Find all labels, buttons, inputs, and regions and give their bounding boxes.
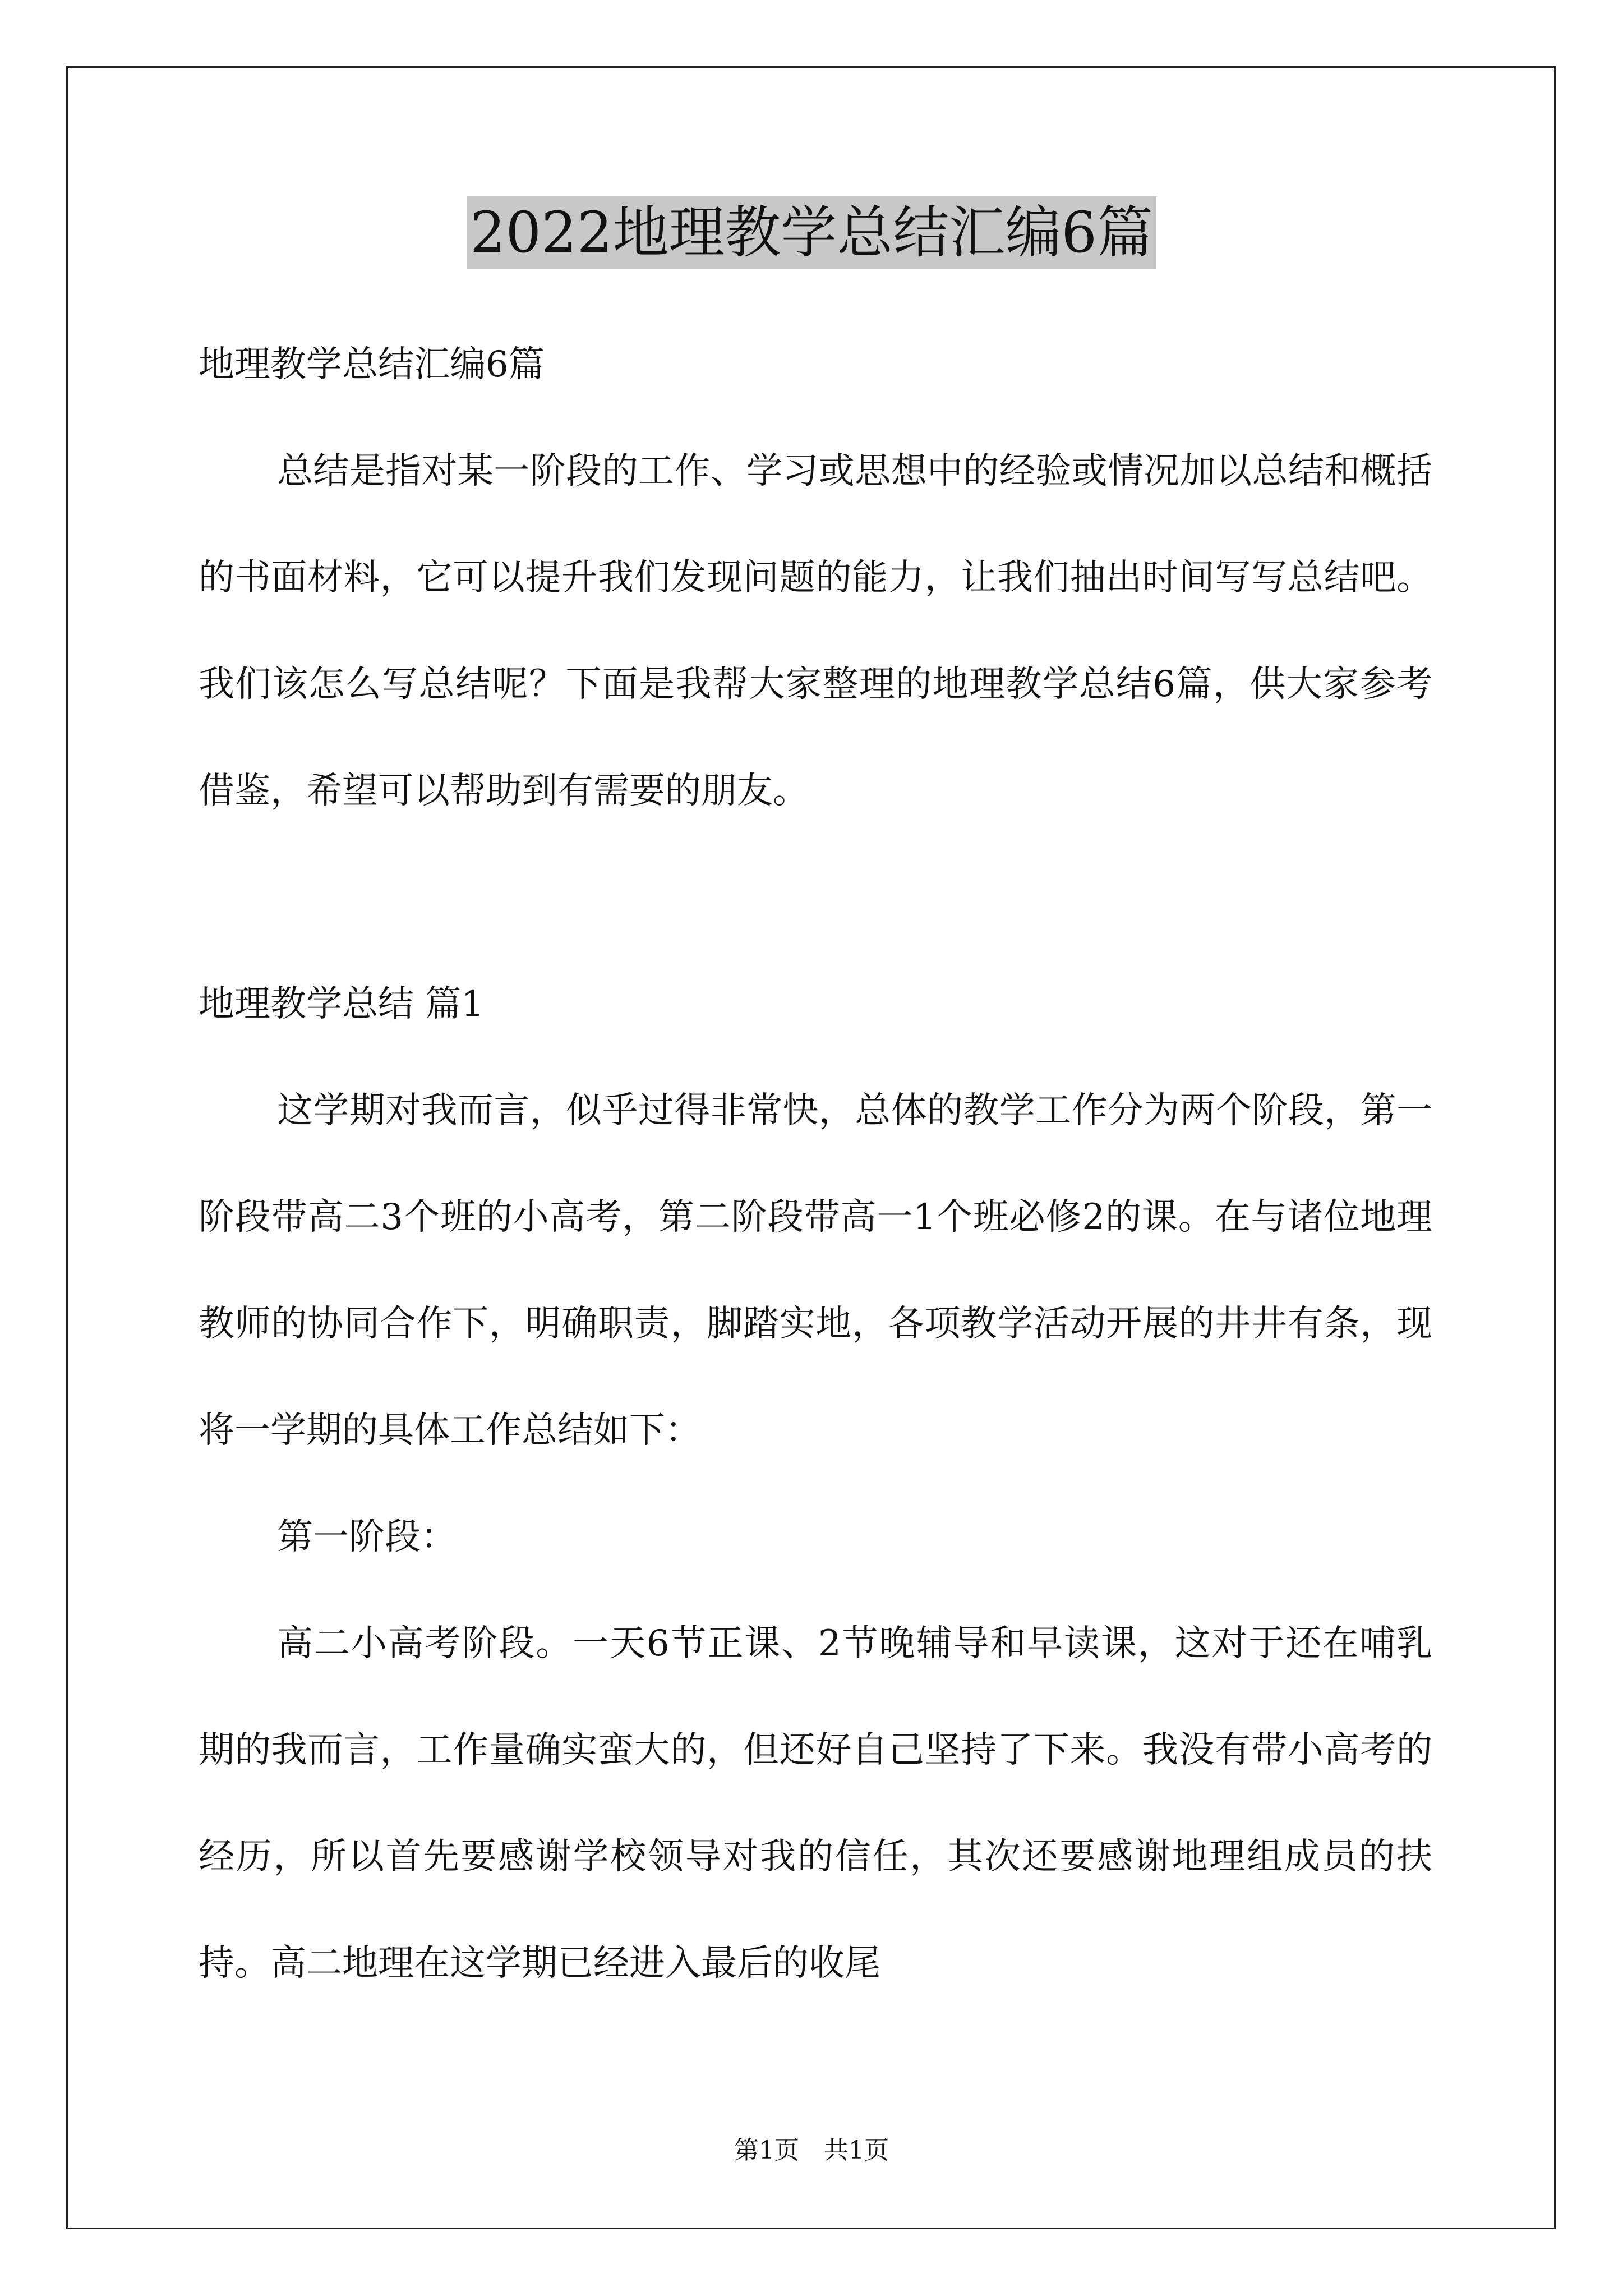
section-paragraph: 这学期对我而言，似乎过得非常快，总体的教学工作分为两个阶段，第一阶段带高二3个班的小高考，第二阶段带高一1个班必修2的课。在与诸位地理教师的协同合作下，明确职责，脚踏实地，各项教学活动开展的井井有条，现将一学期的具体工作总结如下： [199,1090,1432,1451]
intro-paragraph: 总结是指对某一阶段的工作、学习或思想中的经验或情况加以总结和概括的书面材料，它可以提升我们发现问题的能力，让我们抽出时间写写总结吧。我们该怎么写总结呢？下面是我帮大家整理的地理教学总结6篇，供大家参考借鉴，希望可以帮助到有需要的朋友。 [199,450,1432,812]
document-subtitle: 地理教学总结汇编6篇 [199,344,545,385]
section-paragraph: 第一阶段： [277,1516,457,1558]
section-heading: 地理教学总结 篇1 [199,983,485,1025]
document-body [199,311,1432,2017]
document-title: 2022地理教学总结汇编6篇 [467,196,1156,269]
page-footer: 第1页 共1页 [734,2136,889,2165]
title-container [0,196,1623,269]
section-paragraph: 高二小高考阶段。一天6节正课、2节晚辅导和早读课，这对于还在哺乳期的我而言，工作量确实蛮大的，但还好自己坚持了下来。我没有带小高考的经历，所以首先要感谢学校领导对我的信任，其次还要感谢地理组成员的扶持。高二地理在这学期已经进入最后的收尾 [199,1623,1432,1984]
